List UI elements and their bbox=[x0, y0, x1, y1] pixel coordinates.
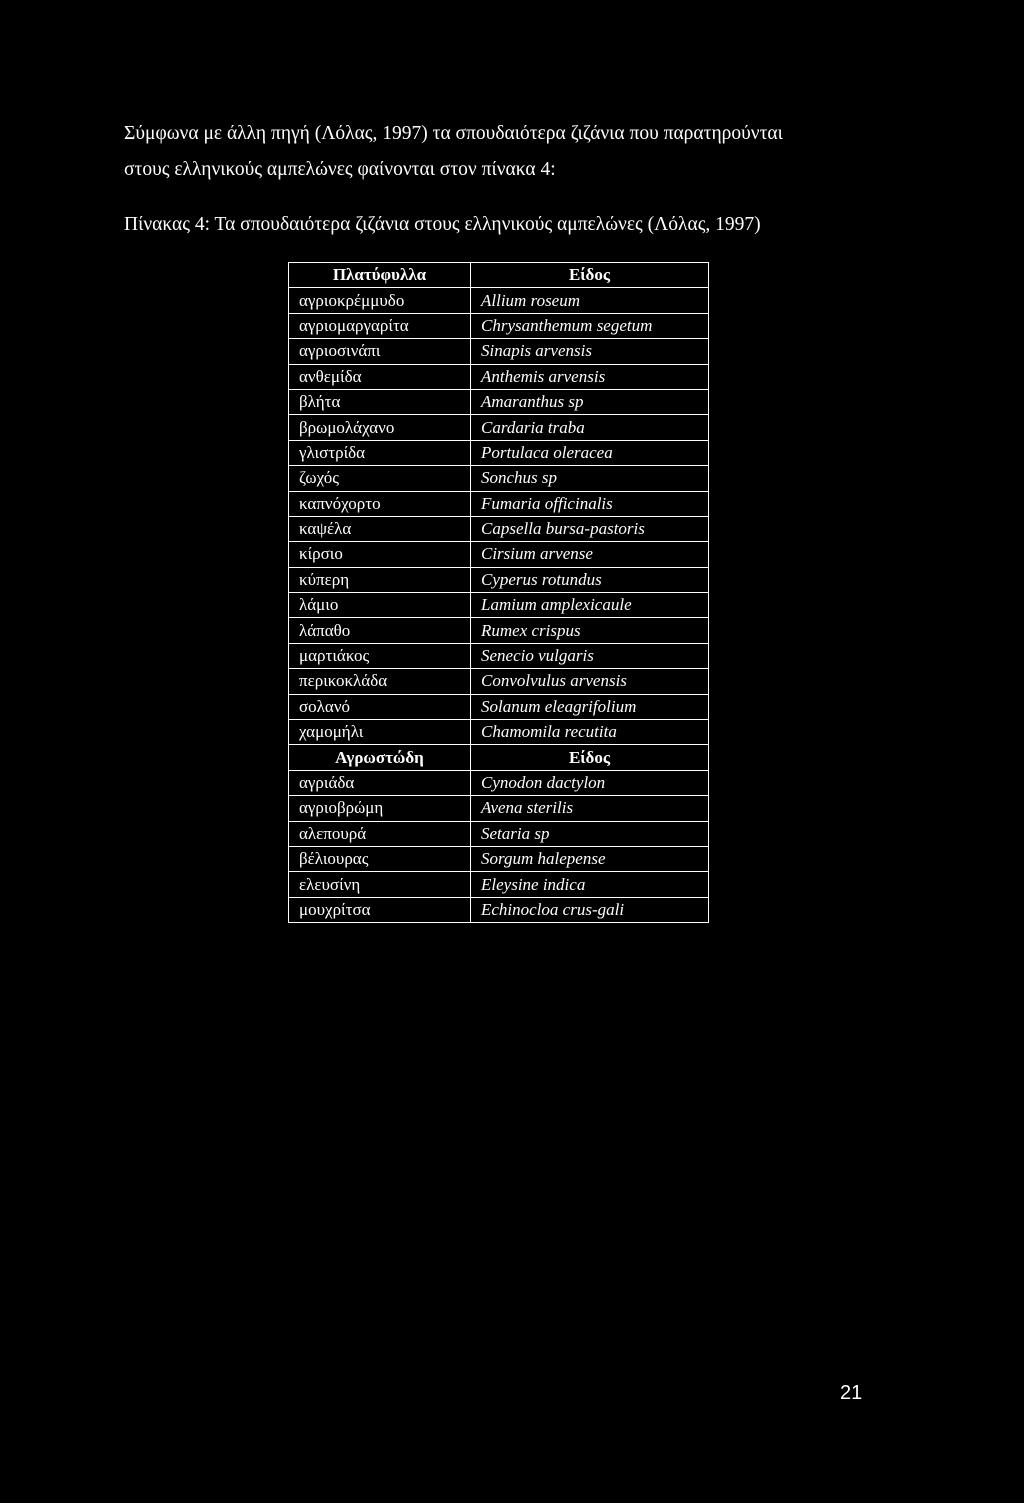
common-name-cell: βλήτα bbox=[289, 389, 471, 414]
grass-species-header: Είδος bbox=[471, 745, 709, 770]
common-name-cell: καπνόχορτο bbox=[289, 491, 471, 516]
species-name-cell: Sonchus sp bbox=[471, 466, 709, 491]
table-row bbox=[289, 872, 709, 897]
common-name-cell: αγριομαργαρίτα bbox=[289, 313, 471, 338]
table-row bbox=[289, 313, 709, 338]
common-name-cell: γλιστρίδα bbox=[289, 440, 471, 465]
species-name-cell: Solanum eleagrifolium bbox=[471, 694, 709, 719]
table-caption: Πίνακας 4: Τα σπουδαιότερα ζιζάνια στους ελληνικούς αμπελώνες (Λόλας, 1997) bbox=[124, 214, 761, 235]
table-row bbox=[289, 491, 709, 516]
species-name-cell: Anthemis arvensis bbox=[471, 364, 709, 389]
common-name-cell: λάπαθο bbox=[289, 618, 471, 643]
table-row bbox=[289, 567, 709, 592]
weeds-table bbox=[288, 262, 709, 923]
table-row bbox=[289, 770, 709, 795]
broadleaf-header-row bbox=[289, 263, 709, 288]
species-name-cell: Echinocloa crus-gali bbox=[471, 897, 709, 922]
weeds-table-body bbox=[289, 263, 709, 923]
grass-header: Αγρωστώδη bbox=[289, 745, 471, 770]
intro-paragraph bbox=[124, 116, 924, 188]
broadleaf-header: Πλατύφυλλα bbox=[289, 263, 471, 288]
common-name-cell: κίρσιο bbox=[289, 542, 471, 567]
species-name-cell: Chrysanthemum segetum bbox=[471, 313, 709, 338]
table-row bbox=[289, 846, 709, 871]
common-name-cell: κύπερη bbox=[289, 567, 471, 592]
species-name-cell: Sorgum halepense bbox=[471, 846, 709, 871]
table-row bbox=[289, 339, 709, 364]
table-row bbox=[289, 415, 709, 440]
species-name-cell: Cyperus rotundus bbox=[471, 567, 709, 592]
intro-line-1: Σύμφωνα με άλλη πηγή (Λόλας, 1997) τα σπουδαιότερα ζιζάνια που παρατηρούνται bbox=[124, 123, 783, 144]
common-name-cell: βέλιουρας bbox=[289, 846, 471, 871]
common-name-cell: ζωχός bbox=[289, 466, 471, 491]
species-name-cell: Cirsium arvense bbox=[471, 542, 709, 567]
table-row bbox=[289, 796, 709, 821]
common-name-cell: αγριοβρώμη bbox=[289, 796, 471, 821]
table-row bbox=[289, 516, 709, 541]
common-name-cell: περικοκλάδα bbox=[289, 669, 471, 694]
common-name-cell: καψέλα bbox=[289, 516, 471, 541]
species-name-cell: Allium roseum bbox=[471, 288, 709, 313]
species-name-cell: Eleysine indica bbox=[471, 872, 709, 897]
species-name-cell: Cardaria traba bbox=[471, 415, 709, 440]
species-name-cell: Convolvulus arvensis bbox=[471, 669, 709, 694]
species-name-cell: Senecio vulgaris bbox=[471, 643, 709, 668]
species-name-cell: Chamomila recutita bbox=[471, 720, 709, 745]
grass-header-row bbox=[289, 745, 709, 770]
table-row bbox=[289, 643, 709, 668]
species-header: Είδος bbox=[471, 263, 709, 288]
species-name-cell: Rumex crispus bbox=[471, 618, 709, 643]
common-name-cell: ανθεμίδα bbox=[289, 364, 471, 389]
table-row bbox=[289, 720, 709, 745]
page-number: 21 bbox=[840, 1382, 863, 1404]
species-name-cell: Setaria sp bbox=[471, 821, 709, 846]
common-name-cell: λάμιο bbox=[289, 593, 471, 618]
intro-line-2: στους ελληνικούς αμπελώνες φαίνονται στον πίνακα 4: bbox=[124, 159, 556, 180]
table-row bbox=[289, 440, 709, 465]
table-row bbox=[289, 288, 709, 313]
common-name-cell: μαρτιάκος bbox=[289, 643, 471, 668]
table-row bbox=[289, 389, 709, 414]
table-row bbox=[289, 669, 709, 694]
species-name-cell: Portulaca oleracea bbox=[471, 440, 709, 465]
table-row bbox=[289, 618, 709, 643]
species-name-cell: Amaranthus sp bbox=[471, 389, 709, 414]
common-name-cell: αγριοκρέμμυδο bbox=[289, 288, 471, 313]
species-name-cell: Cynodon dactylon bbox=[471, 770, 709, 795]
table-row bbox=[289, 364, 709, 389]
common-name-cell: ελευσίνη bbox=[289, 872, 471, 897]
table-row bbox=[289, 897, 709, 922]
common-name-cell: αγριάδα bbox=[289, 770, 471, 795]
table-row bbox=[289, 542, 709, 567]
common-name-cell: μουχρίτσα bbox=[289, 897, 471, 922]
species-name-cell: Fumaria officinalis bbox=[471, 491, 709, 516]
species-name-cell: Capsella bursa-pastoris bbox=[471, 516, 709, 541]
species-name-cell: Lamium amplexicaule bbox=[471, 593, 709, 618]
common-name-cell: βρωμολάχανο bbox=[289, 415, 471, 440]
table-row bbox=[289, 593, 709, 618]
common-name-cell: σολανό bbox=[289, 694, 471, 719]
common-name-cell: χαμομήλι bbox=[289, 720, 471, 745]
table-row bbox=[289, 694, 709, 719]
species-name-cell: Avena sterilis bbox=[471, 796, 709, 821]
common-name-cell: αλεπουρά bbox=[289, 821, 471, 846]
species-name-cell: Sinapis arvensis bbox=[471, 339, 709, 364]
table-row bbox=[289, 466, 709, 491]
table-row bbox=[289, 821, 709, 846]
common-name-cell: αγριοσινάπι bbox=[289, 339, 471, 364]
